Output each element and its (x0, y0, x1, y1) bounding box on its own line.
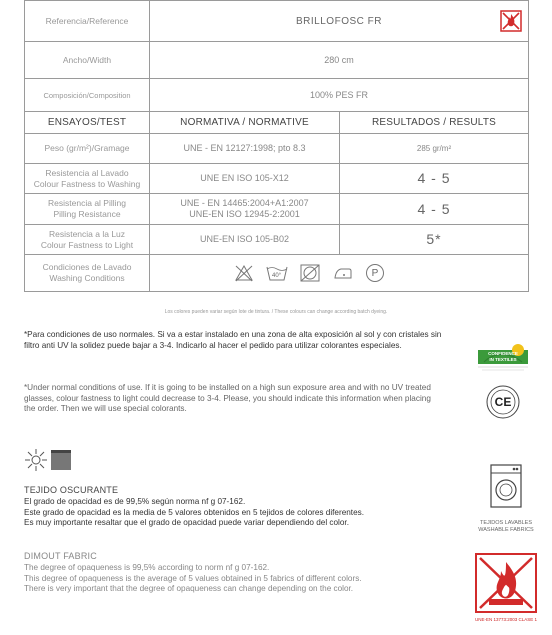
fire-retardant-badge (470, 553, 542, 625)
table-row (25, 194, 529, 225)
row-label-a: Peso (gr/m²)/Gramage (44, 143, 130, 153)
dimout-body (24, 563, 454, 595)
fire-retardant-icon (500, 10, 522, 32)
curtain-panel-icon (50, 449, 72, 471)
iron-icon (332, 264, 354, 282)
row-normative (150, 134, 340, 164)
dimout-line: The degree of opaqueness is 99,5% according to norm nf g 07-162. (24, 563, 270, 572)
dye-lot-disclaimer: Los colores pueden variar según lote de tintura. / These colours can change according batch dyeing. (164, 309, 388, 315)
note-english: *Under normal conditions of use. If it is going to be installed on a high sun exposure area and with no UV treated glasses, colour fastness to light could decrease to 3-4. Please, you should indicate this information when placing the order. Then we will use special colorants. (24, 383, 431, 414)
reference-value-text: BRILLOFOSC FR (296, 15, 382, 27)
reference-label: Referencia/Reference (25, 1, 150, 42)
row-label-a: Resistencia al Lavado (45, 167, 129, 178)
tejido-body (24, 497, 454, 529)
washing-label-a: Condiciones de Lavado (42, 262, 132, 272)
confidence-line1: CONFIDENCE (488, 351, 518, 356)
table-row (25, 225, 529, 255)
row-label-a: Resistencia al Pilling (48, 198, 126, 208)
washable-badge (466, 464, 546, 538)
ce-mark: CE (494, 395, 512, 409)
row-norm-a: UNE EN ISO 105-X12 (200, 173, 289, 183)
table-row (25, 164, 529, 194)
row-label (25, 134, 150, 164)
row-label (25, 225, 150, 255)
row-label (25, 164, 150, 194)
row-label-b: Pilling Resistance (53, 209, 121, 219)
washable-caption-en: WASHABLE FABRICS (478, 527, 534, 533)
fire-retardant-large-icon (475, 553, 537, 613)
professional-clean-icon (366, 264, 384, 282)
dimout-title: DIMOUT FABRIC (24, 551, 97, 561)
row-result: 4 - 5 (340, 164, 529, 194)
tejido-line: El grado de opacidad es de 99,5% según norma nf g 07-162. (24, 497, 246, 506)
confidence-textiles-badge (474, 342, 532, 376)
tejido-line: Es muy importante resaltar que el grado de opacidad puede variar dependiendo del color. (24, 518, 349, 528)
table-row (25, 134, 529, 164)
washing-machine-icon (490, 464, 522, 508)
header-results: RESULTADOS / RESULTS (340, 112, 529, 134)
tejido-title: TEJIDO OSCURANTE (24, 485, 119, 495)
washing-label-b: Washing Conditions (49, 273, 125, 283)
row-norm-a: UNE - EN 14465:2004+A1:2007 (180, 198, 309, 208)
confidence-line2: IN TEXTILES (489, 357, 517, 362)
row-norm-b: UNE-EN ISO 12945-2:2001 (189, 209, 300, 219)
note-spanish: *Para condiciones de uso normales. Si va a estar instalado en una zona de alta exposición al sol y con cristales sin filtro anti UV la solidez puede bajar a 3-4. Indicarlo al hacer el pedido para utilizar colorantes especiales. (24, 330, 442, 350)
washable-caption (466, 520, 546, 534)
washable-caption-es: TEJIDOS LAVABLES (479, 520, 533, 526)
professional-clean-letter: P (371, 267, 379, 279)
row-normative (150, 164, 340, 194)
row-result: 285 gr/m² (340, 134, 529, 164)
row-label-b: Colour Fastness to Light (40, 239, 134, 250)
composition-value: 100% PES FR (150, 79, 529, 112)
row-normative (150, 225, 340, 255)
reference-value (150, 1, 529, 42)
tejido-line: Este grado de opacidad es la media de 5 valores obtenidos en 5 tejidos de colores diferentes. (24, 507, 365, 517)
header-normative: NORMATIVA / NORMATIVE (150, 112, 340, 134)
specification-table (24, 0, 529, 292)
row-normative (150, 194, 340, 225)
width-value: 280 cm (150, 42, 529, 79)
dimout-line: There is very important that the degree of opaqueness can change depending on the color. (24, 584, 354, 594)
no-bleach-icon (234, 264, 254, 282)
sun-icon (24, 448, 48, 472)
row-norm-a: UNE - EN 12127:1998; pto 8.3 (183, 143, 306, 153)
wash-temperature: 40° (272, 273, 282, 279)
ce-badge (486, 385, 520, 419)
table-row (25, 255, 529, 292)
dimout-line: This degree of opaqueness is the average of 5 values obtained in 5 fabrics of different colors. (24, 573, 362, 583)
row-label-a: Resistencia a la Luz (48, 228, 126, 239)
row-label (25, 194, 150, 225)
dimout-icon-group (24, 448, 74, 472)
fr-norm-caption: UNE-EN 13773:2003 CLASE 1 (474, 617, 538, 622)
row-result: 4 - 5 (340, 194, 529, 225)
no-tumble-dry-icon (300, 264, 320, 282)
header-test: ENSAYOS/TEST (25, 112, 150, 134)
washing-symbols (150, 255, 529, 292)
row-norm-a: UNE-EN ISO 105-B02 (199, 234, 290, 244)
width-label: Ancho/Width (25, 42, 150, 79)
washing-label (25, 255, 150, 292)
row-label-b: Colour Fastness to Washing (33, 178, 141, 189)
composition-label: Composición/Composition (25, 79, 150, 112)
row-result: 5* (340, 225, 529, 255)
